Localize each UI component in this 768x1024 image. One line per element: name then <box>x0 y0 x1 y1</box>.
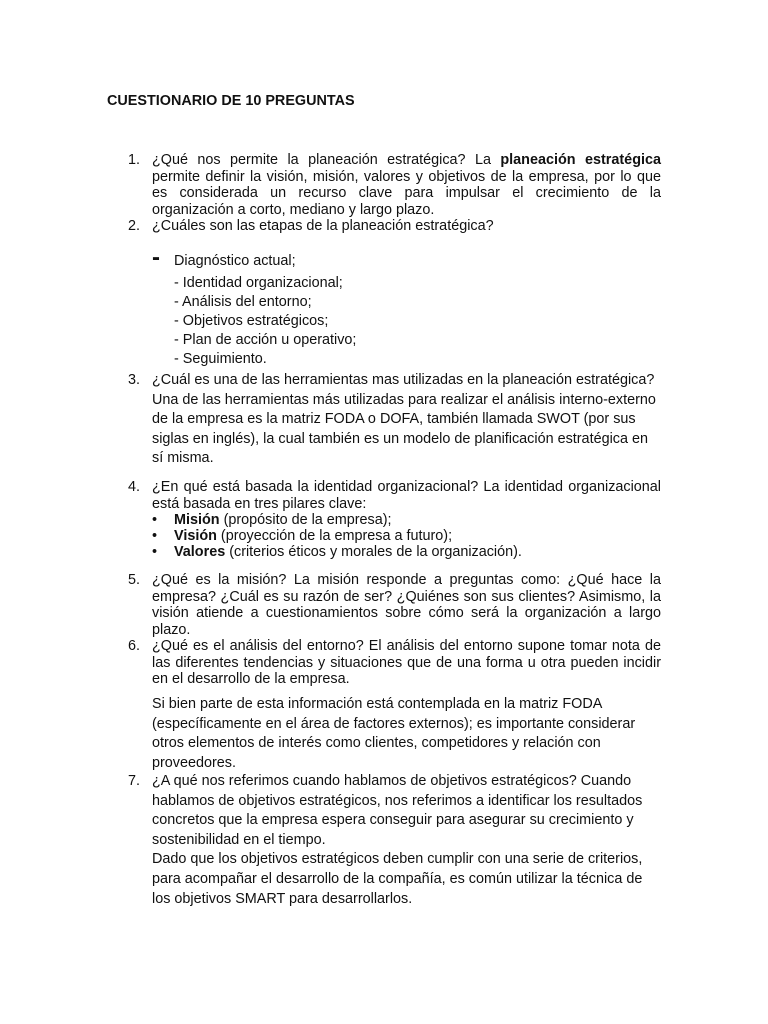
bullet-icon: • <box>152 512 158 528</box>
page-title: CUESTIONARIO DE 10 PREGUNTAS <box>107 93 355 109</box>
item-3-text: ¿Cuál es una de las herramientas mas utilizadas en la planeación estratégica? Una de las herramientas más utilizadas para realizar el análisis interno-externo de la empresa es la matriz FODA o DOFA, también llamada SWOT (por sus siglas en inglés), la cual también es un modelo de planificación estratégica en sí misma. <box>152 372 656 467</box>
pillar-desc: (criterios éticos y morales de la organización). <box>225 544 522 560</box>
pillar-term: Misión <box>174 512 220 528</box>
item-6-para-1 <box>152 638 661 688</box>
item-2-text: ¿Cuáles son las etapas de la planeación estratégica? <box>152 218 494 234</box>
stage-item: - Objetivos estratégicos; <box>174 313 329 329</box>
stage-item: - Análisis del entorno; <box>174 294 312 310</box>
pillar-desc: (propósito de la empresa); <box>219 512 392 528</box>
big-dash-marker: - <box>152 244 160 271</box>
item-7-text <box>152 772 661 909</box>
stage-list <box>174 252 356 369</box>
item-1-bold-term: planeación estratégica <box>500 152 661 168</box>
item-3-number: 3. <box>128 372 141 388</box>
item-1-text <box>152 152 661 218</box>
item-4-number: 4. <box>128 479 141 495</box>
bullet-icon: • <box>152 528 158 544</box>
pillar-term: Valores <box>174 544 226 560</box>
stage-item: Diagnóstico actual; <box>174 253 296 269</box>
pillar-term: Visión <box>174 528 217 544</box>
stage-item: - Plan de acción u operativo; <box>174 332 357 348</box>
item-6-question: ¿Qué es el análisis del entorno? El análisis del entorno supone tomar nota de las diferentes tendencias y situaciones que de una forma u otra pueden incidir en el desarrollo de la empresa. <box>152 638 661 687</box>
item-7-para-1: ¿A qué nos referimos cuando hablamos de objetivos estratégicos? Cuando hablamos de objetivos estratégicos, nos referimos a identificar los resultados concretos que la empresa espera conseguir para asegurar su crecimiento y sostenibilidad en el tiempo. <box>152 773 643 848</box>
item-6-para-2: Si bien parte de esta información está contemplada en la matriz FODA (específicamente en el área de factores externos); es importante considerar otros elementos de interés como clientes, competidores y relación con proveedores. <box>152 696 636 771</box>
item-5-text: ¿Qué es la misión? La misión responde a preguntas como: ¿Qué hace la empresa? ¿Cuál es su razón de ser? ¿Quiénes son sus clientes? Asimismo, la visión atiende a cuestionamientos sobre cómo será la organización a largo plazo. <box>152 572 661 638</box>
item-6-number: 6. <box>128 638 141 654</box>
item-1-question: ¿Qué nos permite la planeación estratégica? La <box>152 152 501 168</box>
item-4-text: ¿En qué está basada la identidad organizacional? La identidad organizacional está basada en tres pilares clave: <box>152 479 661 512</box>
item-2-number: 2. <box>128 218 141 234</box>
stage-item: - Identidad organizacional; <box>174 275 343 291</box>
pillar-desc: (proyección de la empresa a futuro); <box>216 528 453 544</box>
item-5-number: 5. <box>128 572 141 588</box>
item-7-para-2: Dado que los objetivos estratégicos deben cumplir con una serie de criterios, para acompañar el desarrollo de la compañía, es común utilizar la técnica de los objetivos SMART para desarrollarlos. <box>152 851 643 907</box>
bullet-icon: • <box>152 544 158 560</box>
item-1-answer: permite definir la visión, misión, valores y objetivos de la empresa, por lo que es considerada un recurso clave para impulsar el crecimiento de la organización a corto, mediano y largo plazo. <box>152 168 661 218</box>
item-1-number: 1. <box>128 152 141 168</box>
item-7-number: 7. <box>128 773 141 789</box>
stage-item: - Seguimiento. <box>174 351 267 367</box>
